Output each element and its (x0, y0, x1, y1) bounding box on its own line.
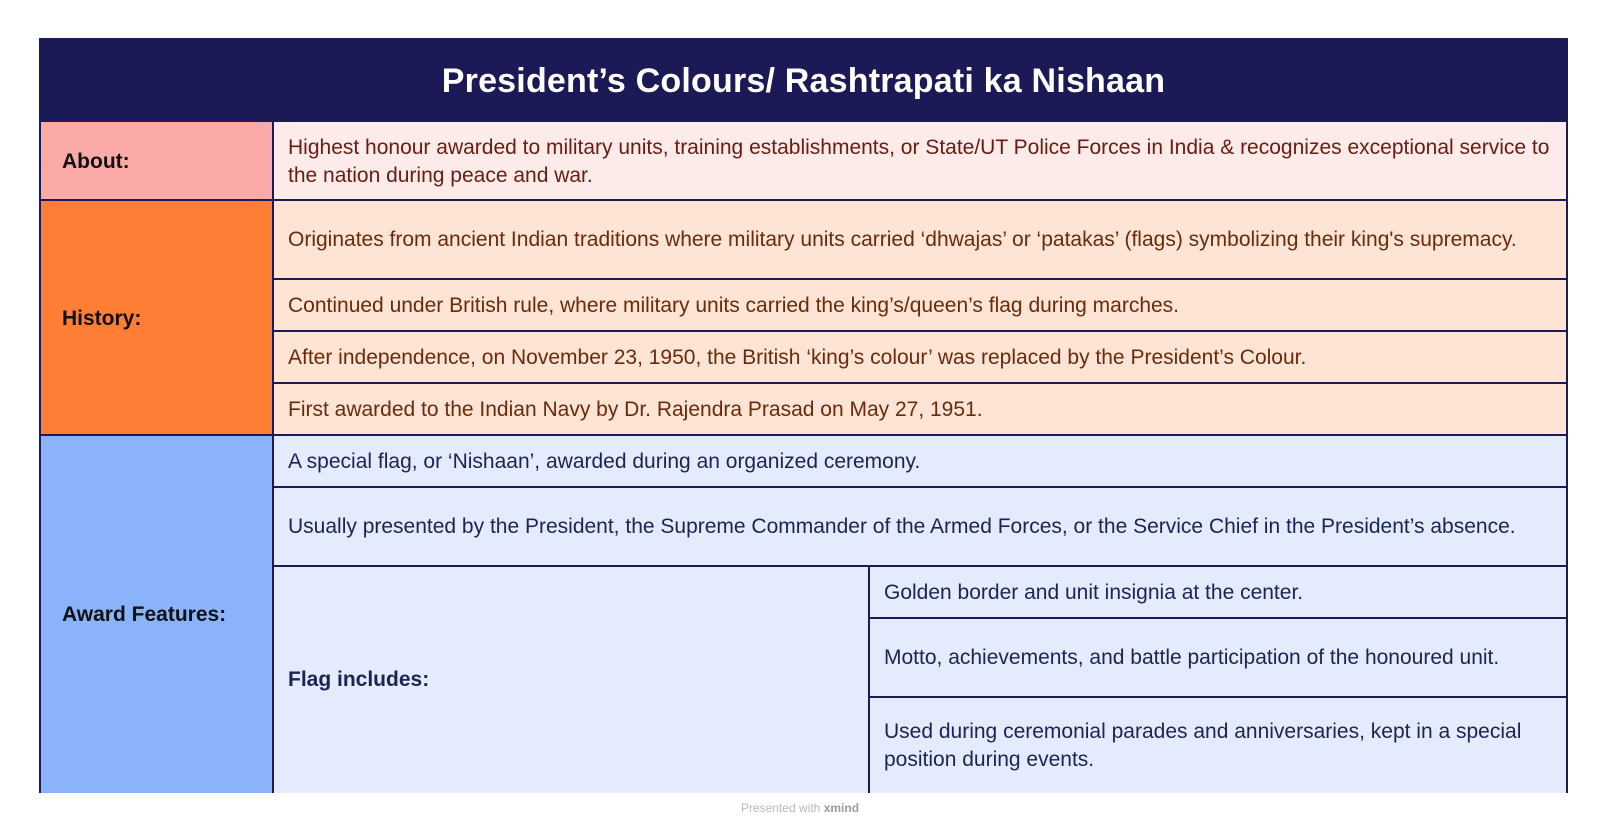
flag-includes-label: Flag includes: (272, 565, 870, 793)
history-item: After independence, on November 23, 1950, the British ‘king’s colour’ was replaced by the President’s Colour. (272, 330, 1566, 383)
row-label-history: History: (41, 199, 272, 437)
history-item: Continued under British rule, where military units carried the king’s/queen’s flag during marches. (272, 278, 1566, 331)
footer-prefix: Presented with (740, 801, 821, 815)
xmind-logo: xmind (823, 801, 860, 815)
flag-includes-item: Motto, achievements, and battle participation of the honoured unit. (868, 617, 1566, 697)
footer (0, 801, 1600, 815)
award-feature-item: A special flag, or ‘Nishaan’, awarded during an organized ceremony. (272, 434, 1566, 487)
content-table (39, 38, 1568, 793)
award-feature-item: Usually presented by the President, the Supreme Commander of the Armed Forces, or the Service Chief in the President’s absence. (272, 486, 1566, 566)
page-title: President’s Colours/ Rashtrapati ka Nishaan (41, 40, 1566, 122)
row-label-award-features: Award Features: (41, 434, 272, 793)
flag-includes-item: Used during ceremonial parades and anniversaries, kept in a special position during events. (868, 696, 1566, 793)
about-text: Highest honour awarded to military units, training establishments, or State/UT Police Forces in India & recognizes exceptional service to the nation during peace and war. (272, 122, 1566, 201)
flag-includes-item: Golden border and unit insignia at the center. (868, 565, 1566, 618)
row-label-about: About: (41, 122, 272, 201)
history-item: First awarded to the Indian Navy by Dr. Rajendra Prasad on May 27, 1951. (272, 382, 1566, 435)
history-item: Originates from ancient Indian traditions where military units carried ‘dhwajas’ or ‘patakas’ (flags) symbolizing their king's supremacy. (272, 199, 1566, 279)
